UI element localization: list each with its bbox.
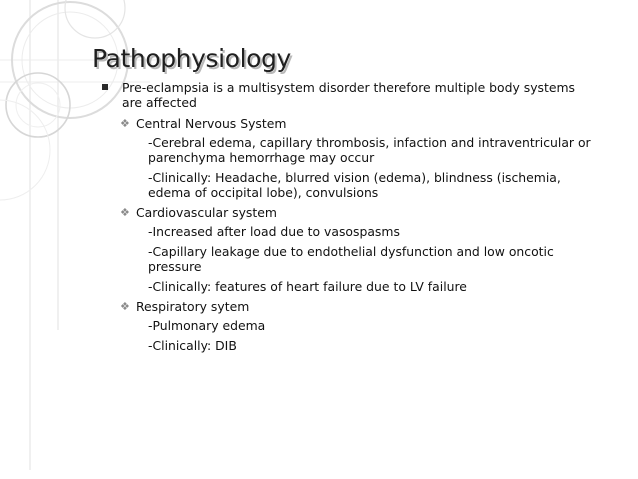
diamond-bullet-icon: ❖ [120, 300, 130, 313]
detail-line: pressure [148, 259, 202, 274]
system-heading [98, 116, 628, 131]
detail-line: parenchyma hemorrhage may occur [148, 150, 375, 165]
intro-line-2: are affected [122, 95, 197, 110]
intro-line-1: Pre-eclampsia is a multisystem disorder therefore multiple body systems [122, 80, 575, 95]
detail-line: -Cerebral edema, capillary thrombosis, infaction and intraventricular or [148, 135, 591, 150]
system-heading [98, 205, 628, 220]
diamond-bullet-icon: ❖ [120, 117, 130, 130]
detail-line: -Clinically: features of heart failure due to LV failure [148, 279, 467, 294]
diamond-bullet-icon: ❖ [120, 206, 130, 219]
system-detail [98, 224, 628, 239]
detail-line: -Pulmonary edema [148, 318, 266, 333]
system-name: Respiratory sytem [136, 299, 250, 314]
detail-line: -Increased after load due to vasospasms [148, 224, 400, 239]
slide-title: Pathophysiology [92, 44, 291, 73]
system-detail [98, 338, 628, 353]
square-bullet-icon [102, 84, 108, 90]
detail-line: edema of occipital lobe), convulsions [148, 185, 379, 200]
detail-line: -Capillary leakage due to endothelial dysfunction and low oncotic [148, 244, 554, 259]
system-detail [98, 318, 628, 333]
intro-bullet [98, 80, 628, 110]
system-detail [98, 279, 628, 294]
detail-line: -Clinically: Headache, blurred vision (edema), blindness (ischemia, [148, 170, 561, 185]
system-name: Cardiovascular system [136, 205, 277, 220]
systems-list [98, 116, 628, 353]
system-heading [98, 299, 628, 314]
slide-content [98, 80, 628, 358]
system-name: Central Nervous System [136, 116, 287, 131]
system-detail [98, 135, 628, 165]
detail-line: -Clinically: DIB [148, 338, 237, 353]
system-detail [98, 244, 628, 274]
system-detail [98, 170, 628, 200]
